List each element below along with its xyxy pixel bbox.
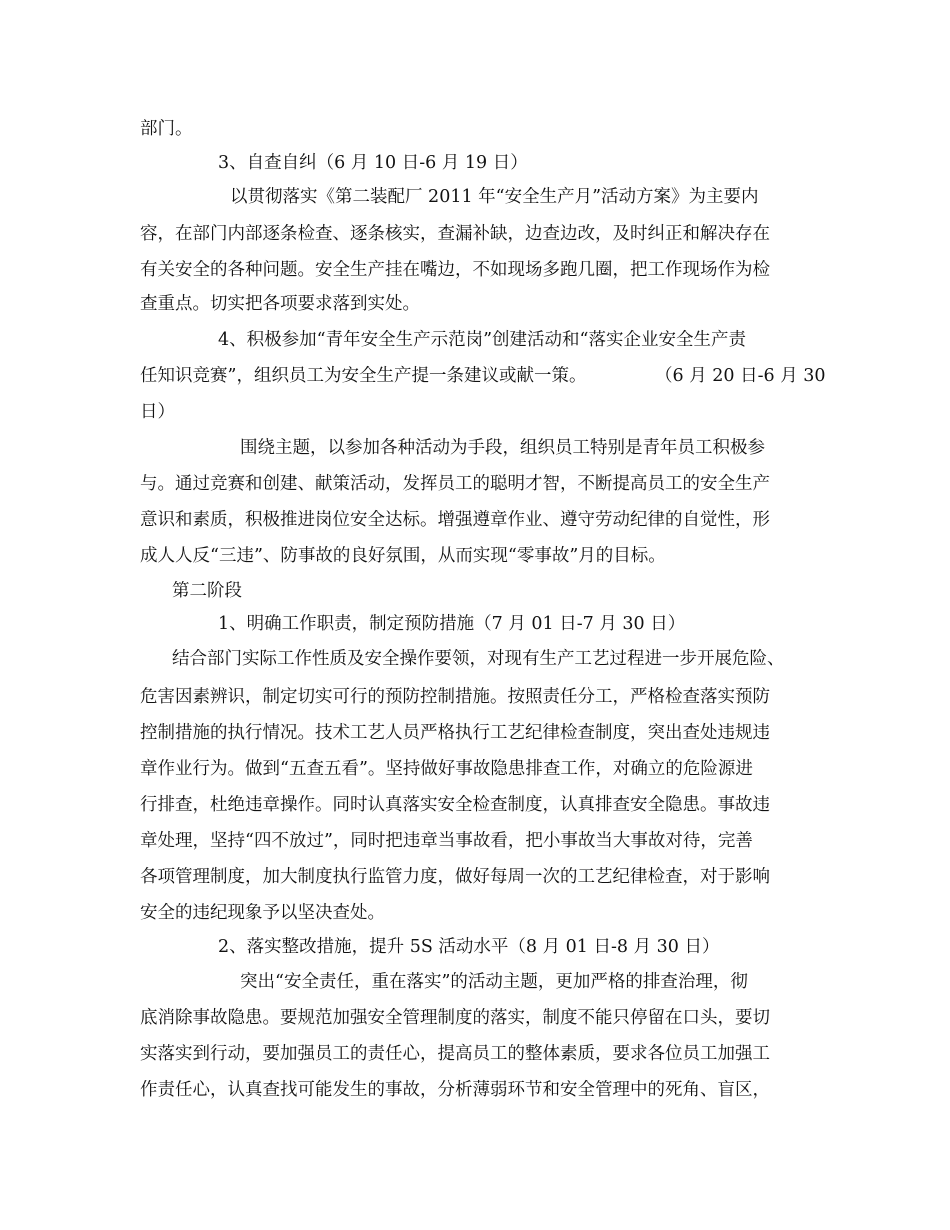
- text-line: 以贯彻落实《第二装配厂 2011 年“安全生产月”活动方案》为主要内: [230, 187, 759, 207]
- text-line: 突出“安全责任，重在落实”的活动主题，更加严格的排查治理，彻: [240, 972, 748, 992]
- text-line: 查重点。切实把各项要求落到实处。: [140, 294, 420, 314]
- section-heading: 3、自查自纠（6 月 10 日-6 月 19 日）: [218, 153, 528, 173]
- date-range: （6 月 20 日-6 月 30: [655, 366, 826, 386]
- text-line: 围绕主题，以参加各种活动为手段，组织员工特别是青年员工积极参: [240, 438, 765, 458]
- text-line: 底消除事故隐患。要规范加强安全管理制度的落实，制度不能只停留在口头，要切: [140, 1008, 770, 1028]
- section-heading: 4、积极参加“青年安全生产示范岗”创建活动和“落实企业安全生产责: [218, 330, 746, 350]
- section-heading: 1、明确工作职责，制定预防措施（7 月 01 日-7 月 30 日）: [218, 614, 686, 634]
- stage-heading: 第二阶段: [172, 581, 242, 601]
- text-line: 作责任心，认真查找可能发生的事故，分析薄弱环节和安全管理中的死角、盲区，: [140, 1080, 770, 1100]
- text-line: 部门。: [140, 119, 193, 139]
- text-line: 成人人反“三违”、防事故的良好氛围，从而实现“零事故”月的目标。: [140, 546, 666, 566]
- text-line: 安全的违纪现象予以坚决查处。: [140, 903, 385, 923]
- text-line: 容，在部门内部逐条检查、逐条核实，查漏补缺，边查边改，及时纠正和解决存在: [140, 224, 770, 244]
- text-line: 有关安全的各种问题。安全生产挂在嘴边，不如现场多跑几圈，把工作现场作为检: [140, 260, 770, 280]
- text-line: 行排查，杜绝违章操作。同时认真落实安全检查制度，认真排查安全隐患。事故违: [140, 795, 770, 815]
- text-line: 结合部门实际工作性质及安全操作要领，对现有生产工艺过程进一步开展危险、: [172, 649, 785, 669]
- text-line: 日）: [140, 402, 175, 422]
- text-line: 控制措施的执行情况。技术工艺人员严格执行工艺纪律检查制度，突出查处违规违: [140, 723, 770, 743]
- text-line: 危害因素辨识，制定切实可行的预防控制措施。按照责任分工，严格检查落实预防: [140, 687, 770, 707]
- text-line: 与。通过竞赛和创建、献策活动，发挥员工的聪明才智，不断提高员工的安全生产: [140, 474, 770, 494]
- text-line: 章处理，坚持“四不放过”，同时把违章当事故看，把小事故当大事故对待，完善: [140, 831, 753, 851]
- section-heading: 2、落实整改措施，提升 5S 活动水平（8 月 01 日-8 月 30 日）: [218, 937, 720, 957]
- text-line: 各项管理制度，加大制度执行监管力度，做好每周一次的工艺纪律检查，对于影响: [140, 867, 770, 887]
- text-line: 意识和素质，积极推进岗位安全达标。增强遵章作业、遵守劳动纪律的自觉性，形: [140, 510, 770, 530]
- text-line: 实落实到行动，要加强员工的责任心，提高员工的整体素质，要求各位员工加强工: [140, 1044, 770, 1064]
- text-line: 任知识竞赛”，组织员工为安全生产提一条建议或献一策。: [140, 366, 587, 386]
- text-line: 章作业行为。做到“五查五看”。坚持做好事故隐患排查工作，对确立的危险源进: [140, 759, 753, 779]
